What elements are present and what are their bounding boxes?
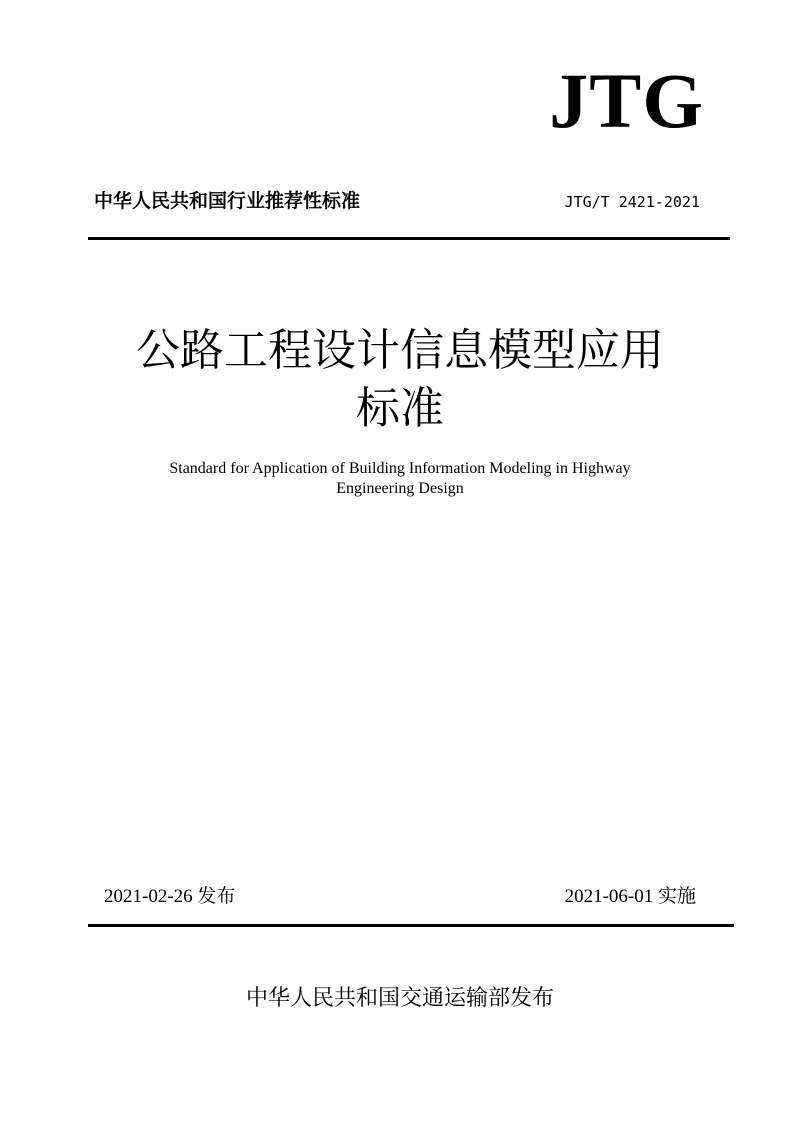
implementation-date: 2021-06-01 实施 bbox=[564, 886, 696, 907]
document-title-line-2: 标准 bbox=[356, 383, 444, 434]
issue-date: 2021-02-26 发布 bbox=[104, 886, 236, 907]
english-title bbox=[100, 459, 700, 499]
publisher: 中华人民共和国交通运输部发布 bbox=[245, 986, 554, 1011]
standard-category: 中华人民共和国行业推荐性标准 bbox=[94, 190, 361, 212]
english-title-line-1: Standard for Application of Building Information Modeling in Highway bbox=[169, 460, 631, 477]
document-title-line-1: 公路工程设计信息模型应用 bbox=[136, 325, 664, 376]
standard-code: JTG/T 2421-2021 bbox=[564, 193, 700, 211]
bottom-divider bbox=[88, 924, 734, 927]
top-divider bbox=[88, 237, 730, 240]
jtg-logo: JTG bbox=[549, 57, 704, 144]
english-title-line-2: Engineering Design bbox=[336, 480, 464, 497]
document-title bbox=[0, 322, 800, 438]
